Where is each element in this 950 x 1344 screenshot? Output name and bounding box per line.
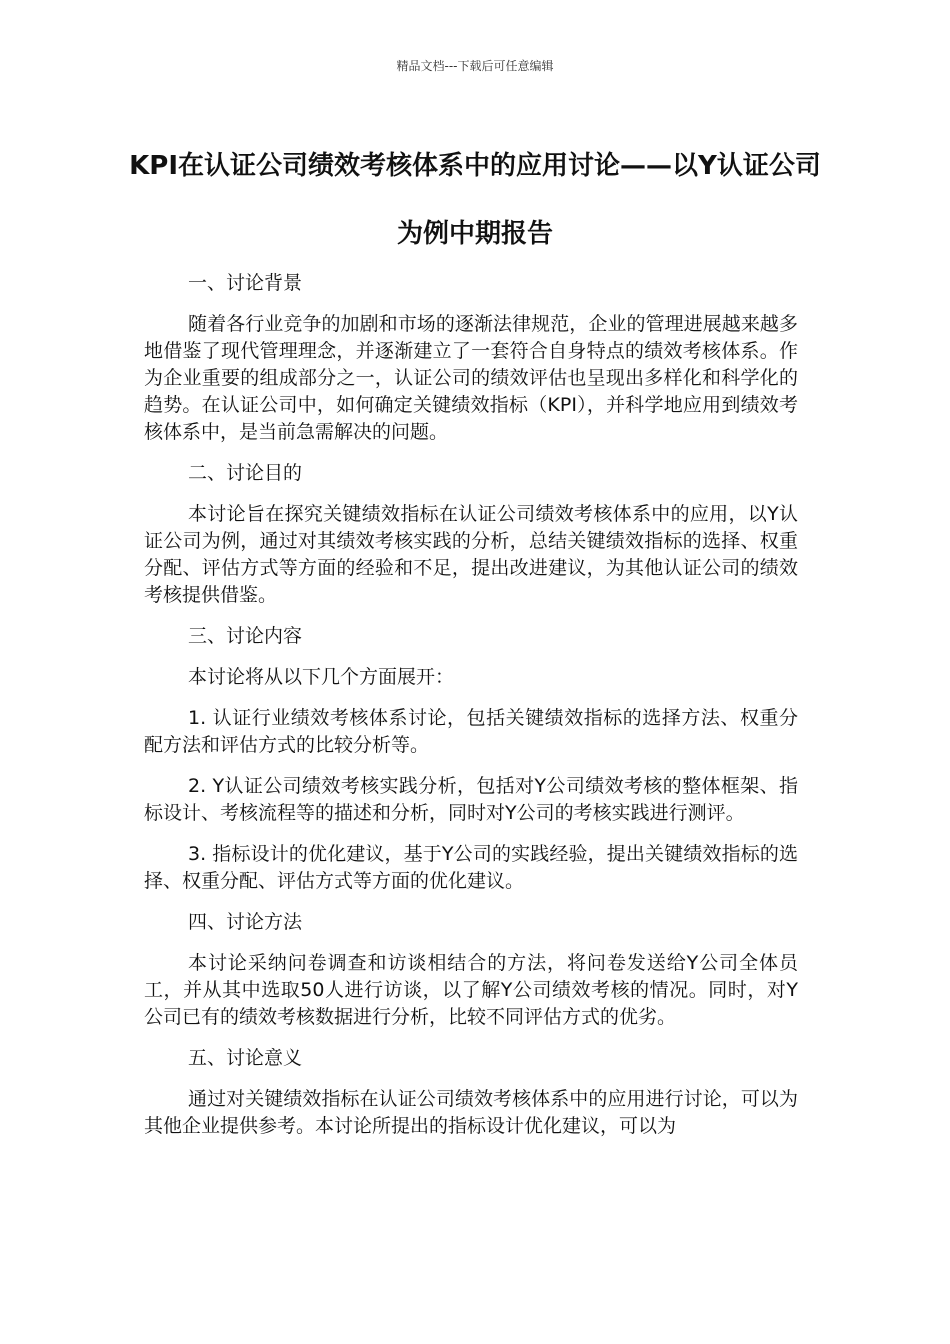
section-heading-content: 三、讨论内容 [188,625,303,647]
list-item-2: 2. Y认证公司绩效考核实践分析，包括对Y公司绩效考核的整体框架、指标设计、考核流程等的描述和分析，同时对Y公司的考核实践进行测评。 [144,775,798,824]
paragraph-background: 随着各行业竞争的加剧和市场的逐渐法律规范，企业的管理进展越来越多地借鉴了现代管理理念，并逐渐建立了一套符合自身特点的绩效考核体系。作为企业重要的组成部分之一，认证公司的绩效评估也呈现出多样化和科学化的趋势。在认证公司中，如何确定关键绩效指标（KPI），并科学地应用到绩效考核体系中，是当前急需解决的问题。 [144,313,798,443]
paragraph-significance: 通过对关键绩效指标在认证公司绩效考核体系中的应用进行讨论，可以为其他企业提供参考。本讨论所提出的指标设计优化建议，可以为 [144,1088,798,1137]
paragraph-content-intro: 本讨论将从以下几个方面展开： [188,666,455,688]
list-item-3: 3. 指标设计的优化建议，基于Y公司的实践经验，提出关键绩效指标的选择、权重分配、评估方式等方面的优化建议。 [144,843,798,892]
document-body [144,270,798,1154]
list-item-1: 1. 认证行业绩效考核体系讨论，包括关键绩效指标的选择方法、权重分配方法和评估方式的比较分析等。 [144,707,798,756]
paragraph-purpose: 本讨论旨在探究关键绩效指标在认证公司绩效考核体系中的应用，以Y认证公司为例，通过对其绩效考核实践的分析，总结关键绩效指标的选择、权重分配、评估方式等方面的经验和不足，提出改进建议，为其他认证公司的绩效考核提供借鉴。 [144,503,798,606]
paragraph-method: 本讨论采纳问卷调查和访谈相结合的方法，将问卷发送给Y公司全体员工，并从其中选取50人进行访谈，以了解Y公司绩效考核的情况。同时，对Y公司已有的绩效考核数据进行分析，比较不同评估方式的优劣。 [144,952,798,1028]
section-heading-method: 四、讨论方法 [188,911,303,933]
section-heading-background: 一、讨论背景 [188,272,303,294]
document-title: KPI在认证公司绩效考核体系中的应用讨论——以Y认证公司为例中期报告 [129,151,821,249]
section-heading-purpose: 二、讨论目的 [188,462,303,484]
section-heading-significance: 五、讨论意义 [188,1047,303,1069]
page-header: 精品文档---下载后可任意编辑 [396,59,554,73]
